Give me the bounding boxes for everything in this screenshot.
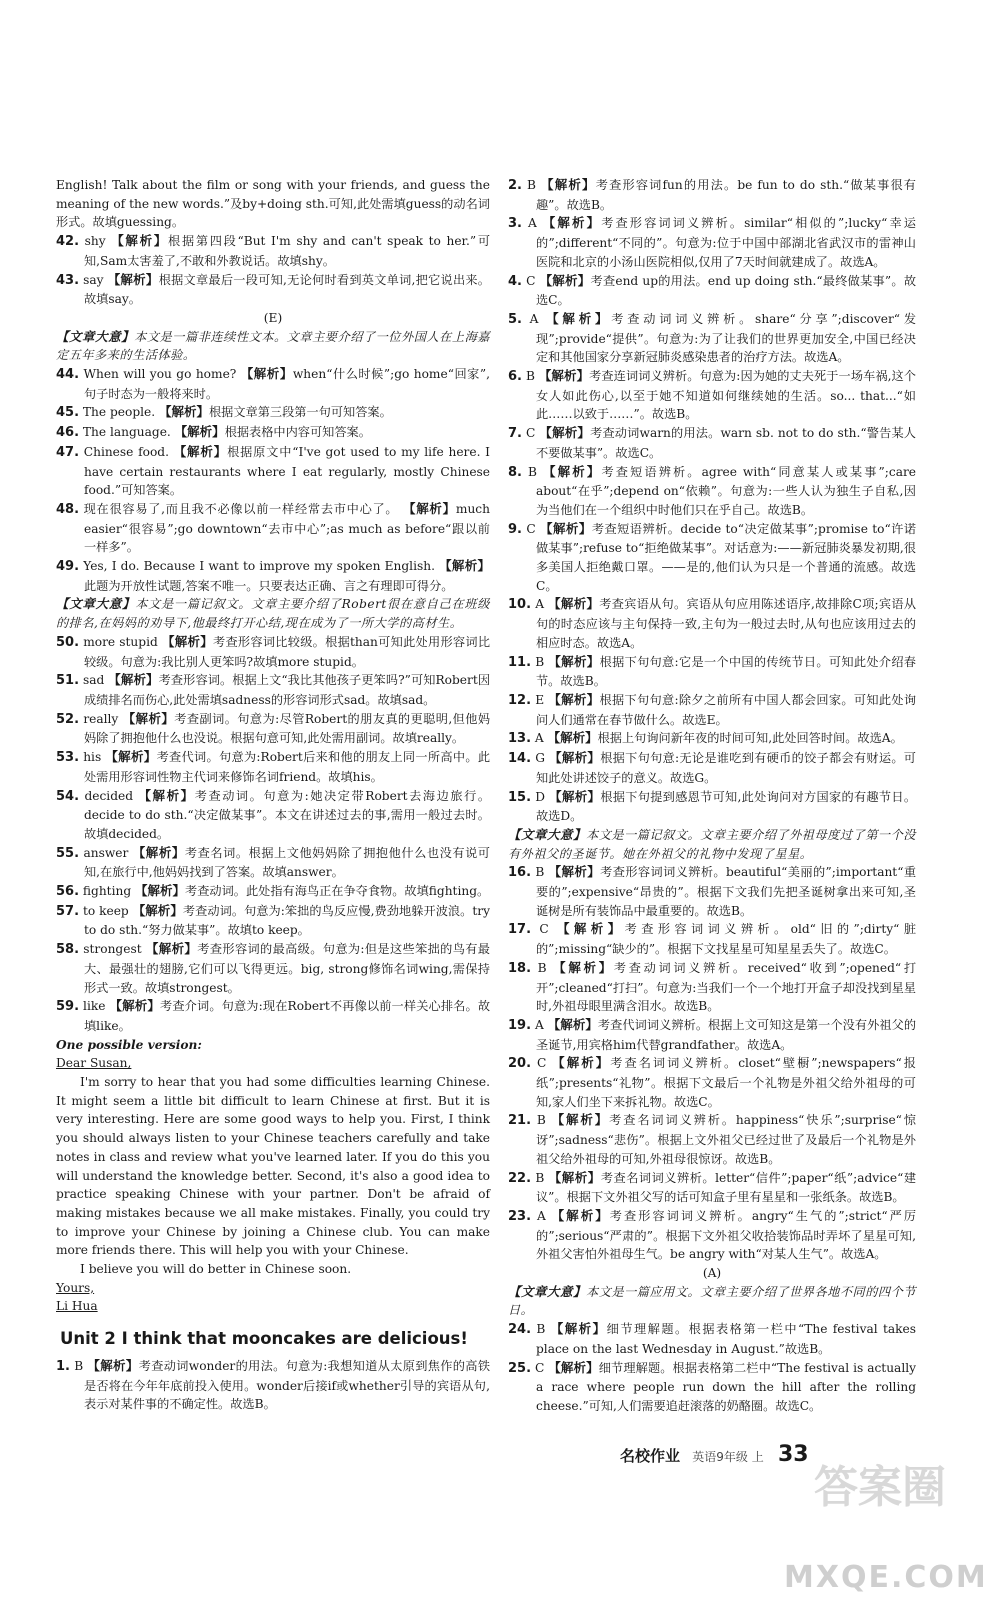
- answer-item: [56, 940, 490, 997]
- analysis-text: 根据下句提到感恩节可知,此处询问对方国家的有趣节日。故选D。: [536, 789, 917, 824]
- answer-text: B: [525, 369, 535, 384]
- question-number: 55.: [56, 845, 80, 861]
- analysis-tag: 【解析】: [109, 998, 161, 1014]
- analysis-text: 考查代词词义辨析。根据上文可知这是第一个没有外祖父的圣诞节,用宾格him代替grandfather。故选A。: [536, 1017, 917, 1052]
- answer-text: G: [535, 751, 545, 766]
- analysis-text: when“什么时候”;go home“回家”,句子时态为一般将来时。: [84, 367, 490, 401]
- analysis-tag: 【解析】: [539, 425, 591, 441]
- analysis-tag: 【解析】: [135, 883, 186, 899]
- answer-text: strongest: [83, 942, 142, 957]
- answer-text: shy: [84, 234, 106, 249]
- answer-item: [508, 863, 916, 920]
- question-number: 6.: [508, 369, 522, 385]
- analysis-text: 根据文章最后一段可知,无论何时看到英文单词,把它说出来。故填say。: [84, 272, 490, 307]
- answer-text: B: [535, 654, 545, 669]
- answer-item: [56, 882, 490, 902]
- question-number: 22.: [508, 1170, 532, 1186]
- analysis-tag: 【解析】: [549, 788, 601, 804]
- analysis-text: 考查名词。根据上文他妈妈除了拥抱他什么也没有说可知,在旅行中,他妈妈找到了答案。故填answer。: [84, 845, 490, 880]
- analysis-text: 考查形容词fun的用法。be fun to do sth.“做某事很有趣”。故选B。: [536, 178, 916, 212]
- summary-text: 本文是一篇记叙文。文章主要介绍了外祖母度过了第一个没有外祖父的圣诞节。她在外祖父的礼物中发现了星星。: [508, 827, 916, 861]
- analysis-text: 考查形容词的最高级。句意为:但是这些笨拙的鸟有最大、最强壮的翅膀,它们可以飞得更远。big, strong修饰名词wing,需保持形式一致。故填strongest。: [84, 942, 490, 995]
- answer-item: [508, 1207, 916, 1264]
- analysis-text: 考查短语辨析。decide to“决定做某事”;promise to“许诺做某事”;refuse to“拒绝做某事”。对话意为:——新冠肺炎暴发初期,很多美国人拒绝戴口罩。——是的,他们认为只是一个普通的流感。故选C。: [536, 521, 917, 593]
- question-number: 17.: [508, 922, 532, 938]
- essay-paragraph: I'm sorry to hear that you had some difficulties learning Chinese. It might seem a little bit difficult to learn Chinese at first. But it is very interesting. Here are some good ways to help you. First, I think you should always listen to your Chinese teachers carefully and take notes in class and review what you've learned later. If you do this you will understand the knowledge better. Second, it's also a good idea to practice speaking Chinese with your partner. Don't be afraid of making mistakes because we all make mistakes. Finally, you could try to improve your Chinese by joining a Chinese club. You can make more friends there. This will help you with your Chinese.: [56, 1075, 490, 1258]
- footer-brand: 名校作业: [620, 1447, 681, 1465]
- answer-text: really: [83, 711, 119, 726]
- analysis-text: 考查形容词。根据上文“我比其他孩子更笨吗?”可知Robert因成绩排名而伤心,此处需填sadness的形容词形式sad。故填sad。: [84, 673, 491, 707]
- article-summary: [508, 1283, 916, 1320]
- answer-item: [508, 1054, 916, 1111]
- analysis-tag: 【解析】: [122, 710, 175, 726]
- answer-text: C: [536, 1056, 547, 1071]
- question-number: 16.: [508, 865, 532, 881]
- answer-item: [56, 500, 490, 557]
- analysis-text: 考查副词。句意为:尽管Robert的朋友真的更聪明,但他妈妈除了拥抱他什么也没说。根据句意可知,此处需用副词。故填really。: [84, 711, 491, 746]
- answer-text: B: [527, 178, 536, 192]
- answer-text: The people.: [82, 405, 156, 420]
- answer-item: [508, 1320, 916, 1358]
- analysis-tag: 【解析】: [548, 1169, 601, 1185]
- analysis-text: 细节理解题。根据表格第一栏中“The festival takes place on the last Wednesday in August.”故选B。: [536, 1322, 916, 1356]
- analysis-text: 此题为开放性试题,答案不唯一。只要表达正确、言之有理即可得分。: [84, 578, 454, 593]
- question-number: 25.: [508, 1360, 532, 1376]
- essay-paragraph: I believe you will do better in Chinese soon.: [80, 1262, 352, 1277]
- answer-item: [56, 787, 490, 844]
- answer-text: B: [535, 865, 545, 880]
- analysis-tag: 【解析】: [547, 1016, 598, 1032]
- question-number: 56.: [56, 884, 80, 900]
- question-number: 18.: [508, 960, 532, 976]
- question-number: 59.: [56, 999, 80, 1015]
- answer-item: [508, 310, 916, 367]
- question-number: 23.: [508, 1208, 532, 1224]
- analysis-text: 考查动词。句意为:笨拙的鸟反应慢,费劲地躲开波浪。try to do sth.“努力做某事”。故填to keep。: [84, 903, 491, 938]
- answer-text: sad: [83, 673, 105, 688]
- answer-item: [56, 423, 490, 443]
- article-summary: [508, 826, 916, 863]
- summary-tag: 【文章大意】: [508, 826, 587, 842]
- answer-text: The language.: [82, 425, 171, 440]
- unit-title: Unit 2 I think that mooncakes are delicious!: [60, 1329, 468, 1349]
- analysis-tag: 【解析】: [548, 864, 601, 880]
- answer-text: B: [74, 1358, 84, 1373]
- answer-text: A: [536, 1208, 546, 1223]
- answer-text: 现在很容易了,而且我不必像以前一样经常去市中心了。: [83, 501, 399, 516]
- answer-item: [508, 595, 916, 652]
- question-number: 15.: [508, 789, 532, 805]
- summary-text: 本文是一篇非连续性文本。文章主要介绍了一位外国人在上海嘉定五年多来的生活体验。: [56, 329, 490, 363]
- analysis-text: 考查动词词义辨析。share“分享”;discover“发现”;provide“提供”。句意为:为了让我们的世界更加安全,中国已经决定和其他国家分享新冠肺炎感染患者的治疗方法。故选A。: [536, 311, 917, 365]
- answer-text: E: [535, 692, 545, 707]
- analysis-text: 考查动词warn的用法。warn sb. not to do sth.“警告某人不要做某事”。故选C。: [536, 426, 916, 460]
- question-number: 50.: [56, 634, 80, 650]
- analysis-tag: 【解析】: [132, 844, 185, 860]
- analysis-tag: 【解析】: [542, 463, 602, 479]
- question-number: 45.: [56, 405, 80, 421]
- analysis-tag: 【解析】: [538, 368, 590, 384]
- answer-list: [508, 863, 916, 1264]
- answer-text: answer: [83, 845, 129, 860]
- answer-list: [56, 232, 490, 309]
- analysis-tag: 【解析】: [542, 215, 602, 231]
- answer-item: [508, 729, 916, 749]
- analysis-tag: 【解析】: [87, 1357, 139, 1373]
- analysis-text: 考查名词词义辨析。happiness“快乐”;surprise“惊讶”;sadness“悲伤”。根据上文外祖父已经过世了及最后一个礼物是外祖父给外祖母的可知,外祖母很惊讶。故选B。: [536, 1113, 916, 1166]
- question-number: 12.: [508, 692, 532, 708]
- article-summary: [56, 595, 490, 632]
- analysis-text: 考查形容词比较级。根据than可知此处用形容词比较级。句意为:我比别人更笨吗?故填more stupid。: [84, 634, 491, 669]
- analysis-tag: 【解析】: [145, 941, 198, 957]
- answer-text: A: [529, 311, 539, 326]
- analysis-tag: 【解析】: [548, 691, 600, 707]
- analysis-tag: 【解析】: [240, 366, 293, 382]
- question-number: 14.: [508, 751, 532, 767]
- answer-list: [56, 365, 490, 595]
- answer-item: [508, 959, 916, 1016]
- analysis-text: 考查形容词词义辨析。old“旧的”;dirty“脏的”;missing“缺少的”。根据下文找星星可知星星丢失了。故选C。: [536, 922, 917, 957]
- analysis-text: 考查end up的用法。end up doing sth.“最终做某事”。故选C。: [536, 273, 917, 308]
- answer-text: D: [535, 789, 545, 804]
- analysis-tag: 【解析】: [161, 633, 214, 649]
- summary-text: 本文是一篇应用文。文章主要介绍了世界各地不同的四个节日。: [508, 1284, 916, 1318]
- analysis-text: 细节理解题。根据表格第二栏中“The festival is actually a race where people run down the hill after the rolling cheese.”可知,人们需要追赶滚落的奶酪圈。故选C。: [536, 1360, 916, 1413]
- answer-text: C: [526, 426, 536, 441]
- analysis-text: 根据下句句意:它是一个中国的传统节日。可知此处介绍春节。故选B。: [536, 654, 916, 689]
- analysis-text: much easier“很容易”;go downtown“去市中心”;as much as before“跟以前一样多”。: [84, 501, 490, 555]
- answer-text: like: [83, 999, 106, 1014]
- analysis-text: 考查动词。此处指有海鸟正在争夺食物。故填fighting。: [185, 884, 490, 899]
- analysis-tag: 【解析】: [548, 596, 600, 612]
- analysis-tag: 【解析】: [111, 233, 169, 249]
- answer-list: [508, 1320, 916, 1416]
- analysis-tag: 【解析】: [108, 672, 159, 688]
- answer-item: [56, 365, 490, 403]
- version-title: One possible version:: [56, 1037, 202, 1052]
- answer-list: [508, 176, 916, 826]
- essay-closing: Yours,: [56, 1280, 95, 1295]
- question-number: 2.: [508, 178, 522, 193]
- question-number: 8.: [508, 464, 522, 480]
- analysis-tag: 【解析】: [540, 520, 592, 536]
- analysis-text: 考查短语辨析。agree with“同意某人或某事”;care about“在乎”;depend on“依赖”。句意为:一些人认为独生子自私,因为当他们在一个组织中时他们只在乎自己。故选B。: [536, 464, 916, 517]
- question-number: 54.: [56, 788, 80, 804]
- answer-item: [508, 272, 916, 310]
- analysis-tag: 【解析】: [541, 177, 596, 192]
- analysis-text: 考查动词词义辨析。received“收到”;opened“打开”;cleaned“打扫”。句意为:当我们一个一个地打开盒子却没找到星星时,外祖母眼里满含泪水。故选B。: [536, 960, 917, 1014]
- answer-text: A: [534, 1017, 544, 1032]
- answer-item: [508, 749, 916, 787]
- answer-text: B: [535, 1170, 545, 1185]
- question-number: 46.: [56, 425, 80, 441]
- analysis-tag: 【解析】: [402, 500, 456, 516]
- watermark-logo: [774, 1462, 988, 1595]
- answer-text: A: [527, 216, 537, 231]
- right-column: [508, 176, 916, 1416]
- footer-grade: 英语9年级 上: [692, 1450, 764, 1464]
- answer-text: C: [526, 521, 536, 536]
- question-number: 10.: [508, 597, 532, 613]
- question-number: 19.: [508, 1017, 532, 1033]
- summary-tag: 【文章大意】: [56, 596, 136, 612]
- answer-item: [56, 997, 490, 1035]
- analysis-text: 考查形容词词义辨析。angry“生气的”;strict“严厉的”;serious“严肃的”。根据下文外祖父收拾装饰品时弄坏了星星可知,外祖父害怕外祖母生气。be angry with“对某人生气”。故选A。: [536, 1208, 917, 1262]
- question-number: 5.: [508, 311, 522, 327]
- analysis-tag: 【解析】: [551, 1112, 610, 1128]
- summary-tag: 【文章大意】: [508, 1283, 587, 1299]
- answer-text: Chinese food.: [83, 444, 169, 459]
- analysis-text: 考查动词wonder的用法。句意为:我想知道从太原到焦作的高铁是否将在今年年底前投入使用。wonder后接if或whether引导的宾语从句,表示对某件事的不确定性。故选B。: [84, 1358, 491, 1412]
- summary-text: 本文是一篇记叙文。文章主要介绍了Robert很在意自己在班级的排名,在妈妈的劝导下,他最终打开心结,现在成为了一所大学的高材生。: [56, 597, 490, 631]
- question-number: 3.: [508, 216, 522, 232]
- answer-text: B: [537, 960, 547, 975]
- analysis-text: 考查动词。句意为:她决定带Robert去海边旅行。decide to do sth.“决定做某事”。本文在讲述过去的事,需用一般过去时。故填decided。: [84, 788, 491, 841]
- answer-item: [508, 424, 916, 462]
- analysis-text: 考查代词。句意为:Robert后来和他的朋友上同一所高中。此处需用形容词性物主代词来修饰名词friend。故填his。: [84, 750, 491, 784]
- answer-item: [508, 1016, 916, 1054]
- essay-salutation: Dear Susan,: [56, 1056, 132, 1071]
- question-number: 1.: [56, 1358, 70, 1374]
- analysis-text: 根据原文中“I've got used to my life here. I have certain restaurants where I eat regularly, mostly Chinese food.”可知答案。: [84, 444, 490, 498]
- question-number: 24.: [508, 1322, 532, 1338]
- answer-item: [56, 710, 490, 748]
- analysis-tag: 【解析】: [174, 424, 225, 440]
- answer-item: [508, 920, 916, 958]
- question-number: 4.: [508, 273, 522, 289]
- answer-text: his: [83, 750, 102, 765]
- question-number: 57.: [56, 903, 80, 919]
- question-number: 47.: [56, 444, 80, 460]
- analysis-tag: 【解析】: [548, 653, 600, 669]
- answer-item: [56, 403, 490, 423]
- answer-list: [56, 1357, 490, 1414]
- question-number: 58.: [56, 942, 80, 958]
- analysis-tag: 【解析】: [138, 787, 195, 803]
- answer-item: [508, 653, 916, 691]
- section-heading-a: (A): [702, 1266, 722, 1281]
- question-number: 43.: [56, 272, 80, 288]
- answer-item: [508, 1169, 916, 1207]
- section-heading-e: (E): [263, 310, 283, 325]
- sample-essay: [56, 1036, 490, 1317]
- analysis-text: 考查名词词义辨析。letter“信件”;paper“纸”;advice“建议”。根据下文外祖父写的话可知盒子里有星星和一张纸条。故选B。: [536, 1170, 917, 1205]
- answer-text: C: [535, 1360, 545, 1375]
- analysis-text: 考查形容词词义辨析。beautiful“美丽的”;important“重要的”;expensive“昂贵的”。根据下文我们先把圣诞树拿出来可知,圣诞树是所有装饰品中最重要的。故选B。: [536, 865, 917, 918]
- answer-item: [56, 443, 490, 500]
- essay-signature: Li Hua: [56, 1299, 98, 1314]
- analysis-tag: 【解析】: [553, 959, 614, 975]
- analysis-tag: 【解析】: [547, 730, 598, 746]
- answer-text: fighting: [82, 884, 132, 899]
- analysis-text: 根据上句询问新年夜的时间可知,此处回答时间。故选A。: [597, 731, 903, 746]
- page-number: 33: [778, 1442, 809, 1467]
- analysis-tag: 【解析】: [551, 1207, 610, 1223]
- analysis-text: 根据下句句意:除夕之前所有中国人都会回家。可知此处询问人们通常在春节做什么。故选E。: [536, 692, 917, 727]
- answer-item: [56, 902, 490, 940]
- question-number: 11.: [508, 654, 532, 670]
- analysis-tag: 【解析】: [107, 271, 159, 287]
- answer-item: [56, 271, 490, 309]
- answer-text: Yes, I do. Because I want to improve my spoken English.: [83, 559, 435, 574]
- analysis-tag: 【解析】: [105, 749, 157, 765]
- answer-text: B: [536, 1113, 546, 1128]
- answer-item: [508, 520, 916, 596]
- question-number: 21.: [508, 1113, 532, 1129]
- answer-text: C: [539, 922, 549, 937]
- analysis-text: 考查名词词义辨析。closet“壁橱”;newspapers“报纸”;presents“礼物”。根据下文最后一个礼物是外祖父给外祖母的可知,家人们坐下来拆礼物。故选C。: [536, 1056, 916, 1109]
- answer-item: [56, 557, 490, 595]
- analysis-tag: 【解析】: [552, 1055, 611, 1071]
- question-number: 44.: [56, 367, 80, 383]
- question-number: 7.: [508, 426, 522, 442]
- answer-item: [56, 232, 490, 270]
- analysis-tag: 【解析】: [173, 443, 228, 459]
- answer-item: [508, 176, 916, 214]
- question-number: 49.: [56, 559, 80, 575]
- answer-text: more stupid: [83, 634, 158, 649]
- analysis-text: 根据表格中内容可知答案。: [224, 425, 371, 440]
- question-number: 53.: [56, 750, 80, 766]
- analysis-tag: 【解析】: [556, 921, 625, 937]
- analysis-tag: 【解析】: [158, 404, 209, 420]
- answer-item: [508, 691, 916, 729]
- analysis-tag: 【解析】: [439, 558, 491, 574]
- continued-text: English! Talk about the film or song with your friends, and guess the meaning of the new words.”及by+doing sth.可知,此处需填guess的动名词形式。故填guessing。: [56, 178, 490, 230]
- question-number: 42.: [56, 234, 80, 250]
- analysis-tag: 【解析】: [549, 750, 601, 766]
- answer-text: decided: [84, 788, 134, 803]
- answer-text: B: [527, 464, 537, 479]
- analysis-text: 考查形容词词义辨析。similar“相似的”;lucky“幸运的”;different“不同的”。句意为:位于中国中部湖北省武汉市的雷神山医院和北京的小汤山医院相似,仅用了7天时间就建成了。故选A。: [536, 216, 916, 269]
- answer-item: [56, 844, 490, 882]
- analysis-text: 考查连词词义辨析。句意为:因为她的丈夫死于一场车祸,这个女人如此伤心,以至于她不知道如何继续她的生活。so... that...“如此……以致于……”。故选B。: [536, 369, 916, 422]
- answer-list: [56, 633, 490, 1036]
- answer-text: to keep: [82, 903, 129, 918]
- answer-item: [508, 463, 916, 520]
- analysis-text: 考查宾语从句。宾语从句应用陈述语序,故排除C项;宾语从句的时态应该与主句保持一致,主句为一般过去时,从句也应该用过去的相应时态。故选A。: [536, 597, 917, 650]
- watermark-bottom: MXQE.COM: [784, 1559, 988, 1595]
- answer-item: [508, 1359, 916, 1416]
- question-number: 52.: [56, 711, 80, 727]
- analysis-text: 根据文章第三段第一句可知答案。: [209, 405, 392, 420]
- analysis-tag: 【解析】: [550, 1321, 607, 1337]
- page-footer: [620, 1442, 809, 1469]
- answer-item: [508, 214, 916, 271]
- article-summary: [56, 328, 490, 365]
- answer-text: A: [534, 731, 544, 746]
- answer-text: C: [526, 273, 536, 288]
- analysis-text: 根据下句句意:无论是谁吃到有硬币的饺子都会有财运。可知此处讲述饺子的意义。故选G。: [536, 751, 916, 785]
- watermark-top: 答案圈: [814, 1462, 946, 1513]
- question-number: 51.: [56, 673, 80, 689]
- analysis-tag: 【解析】: [548, 1359, 599, 1375]
- question-number: 13.: [508, 731, 532, 747]
- analysis-tag: 【解析】: [132, 902, 183, 918]
- answer-text: A: [535, 597, 544, 612]
- answer-text: When will you go home?: [83, 367, 237, 382]
- question-number: 48.: [56, 501, 80, 517]
- summary-tag: 【文章大意】: [56, 328, 135, 344]
- analysis-text: 根据第四段“But I'm shy and can't speak to her.”可知,Sam太害羞了,不敢和外教说话。故填shy。: [84, 234, 491, 268]
- answer-text: B: [536, 1322, 546, 1337]
- question-number: 20.: [508, 1056, 532, 1072]
- left-column: [56, 176, 490, 1414]
- question-number: 9.: [508, 521, 522, 537]
- answer-text: say: [83, 272, 104, 287]
- answer-item: [56, 1357, 490, 1414]
- answer-item: [508, 1111, 916, 1168]
- analysis-text: 考查介词。句意为:现在Robert不再像以前一样关心排名。故填like。: [84, 999, 491, 1033]
- answer-item: [508, 788, 916, 826]
- analysis-tag: 【解析】: [539, 272, 591, 288]
- answer-item: [508, 367, 916, 424]
- answer-item: [56, 671, 490, 709]
- answer-item: [56, 748, 490, 786]
- answer-item: [56, 633, 490, 671]
- analysis-tag: 【解析】: [546, 310, 612, 326]
